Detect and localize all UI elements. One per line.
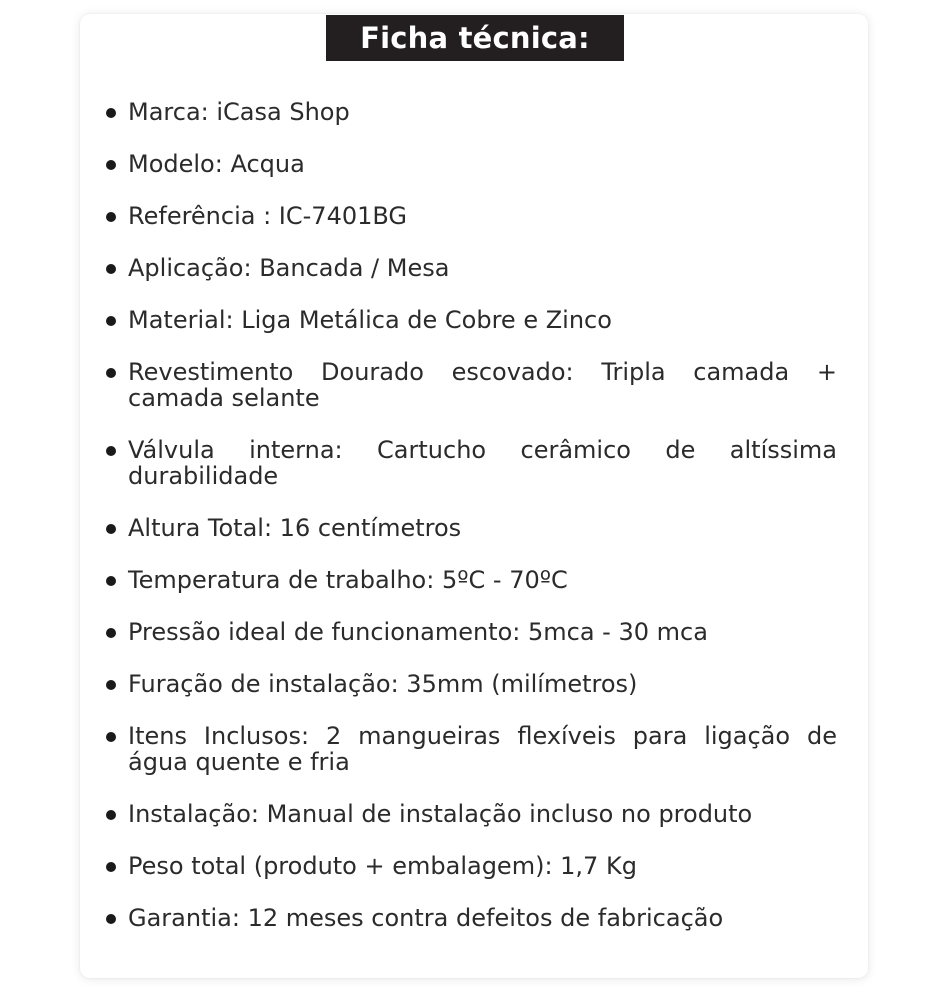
- bullet-icon: [106, 108, 116, 118]
- spec-item-model: [128, 151, 837, 177]
- spec-item-text: Revestimento Dourado escovado: Tripla camada + camada selante: [128, 358, 837, 412]
- bullet-icon: [106, 576, 116, 586]
- spec-item-text: Aplicação: Bancada / Mesa: [128, 254, 450, 282]
- spec-item-text: Material: Liga Metálica de Cobre e Zinco: [128, 306, 612, 334]
- spec-item-text: Itens Inclusos: 2 mangueiras flexíveis para ligação de água quente e fria: [128, 722, 837, 776]
- spec-item-text: Marca: iCasa Shop: [128, 98, 350, 126]
- spec-item-valve: [128, 437, 837, 489]
- spec-item-reference: [128, 203, 837, 229]
- spec-item-included: [128, 723, 837, 775]
- spec-item-text: Instalação: Manual de instalação incluso no produto: [128, 800, 753, 828]
- bullet-icon: [106, 680, 116, 690]
- spec-item-text: Furação de instalação: 35mm (milímetros): [128, 670, 638, 698]
- spec-item-brand: [128, 99, 837, 125]
- bullet-icon: [106, 160, 116, 170]
- spec-sheet-title-text: Ficha técnica:: [360, 21, 590, 55]
- spec-item-coating: [128, 359, 837, 411]
- spec-item-drilling: [128, 671, 837, 697]
- spec-item-text: Altura Total: 16 centímetros: [128, 514, 462, 542]
- spec-list: [128, 99, 837, 931]
- bullet-icon: [106, 446, 116, 456]
- spec-item-text: Válvula interna: Cartucho cerâmico de altíssima durabilidade: [128, 436, 837, 490]
- spec-item-text: Peso total (produto + embalagem): 1,7 Kg: [128, 852, 637, 880]
- spec-item-weight: [128, 853, 837, 879]
- spec-item-warranty: [128, 905, 837, 931]
- bullet-icon: [106, 810, 116, 820]
- spec-item-text: Temperatura de trabalho: 5ºC - 70ºC: [128, 566, 568, 594]
- bullet-icon: [106, 862, 116, 872]
- bullet-icon: [106, 732, 116, 742]
- bullet-icon: [106, 264, 116, 274]
- spec-item-text: Garantia: 12 meses contra defeitos de fabricação: [128, 904, 724, 932]
- spec-sheet-title: [326, 15, 624, 61]
- spec-item-text: Pressão ideal de funcionamento: 5mca - 30 mca: [128, 618, 708, 646]
- bullet-icon: [106, 368, 116, 378]
- spec-item-pressure: [128, 619, 837, 645]
- spec-item-height: [128, 515, 837, 541]
- bullet-icon: [106, 212, 116, 222]
- spec-item-temperature: [128, 567, 837, 593]
- spec-item-installation: [128, 801, 837, 827]
- bullet-icon: [106, 628, 116, 638]
- spec-item-application: [128, 255, 837, 281]
- spec-item-material: [128, 307, 837, 333]
- spec-item-text: Modelo: Acqua: [128, 150, 305, 178]
- bullet-icon: [106, 914, 116, 924]
- spec-item-text: Referência : IC-7401BG: [128, 202, 408, 230]
- bullet-icon: [106, 316, 116, 326]
- bullet-icon: [106, 524, 116, 534]
